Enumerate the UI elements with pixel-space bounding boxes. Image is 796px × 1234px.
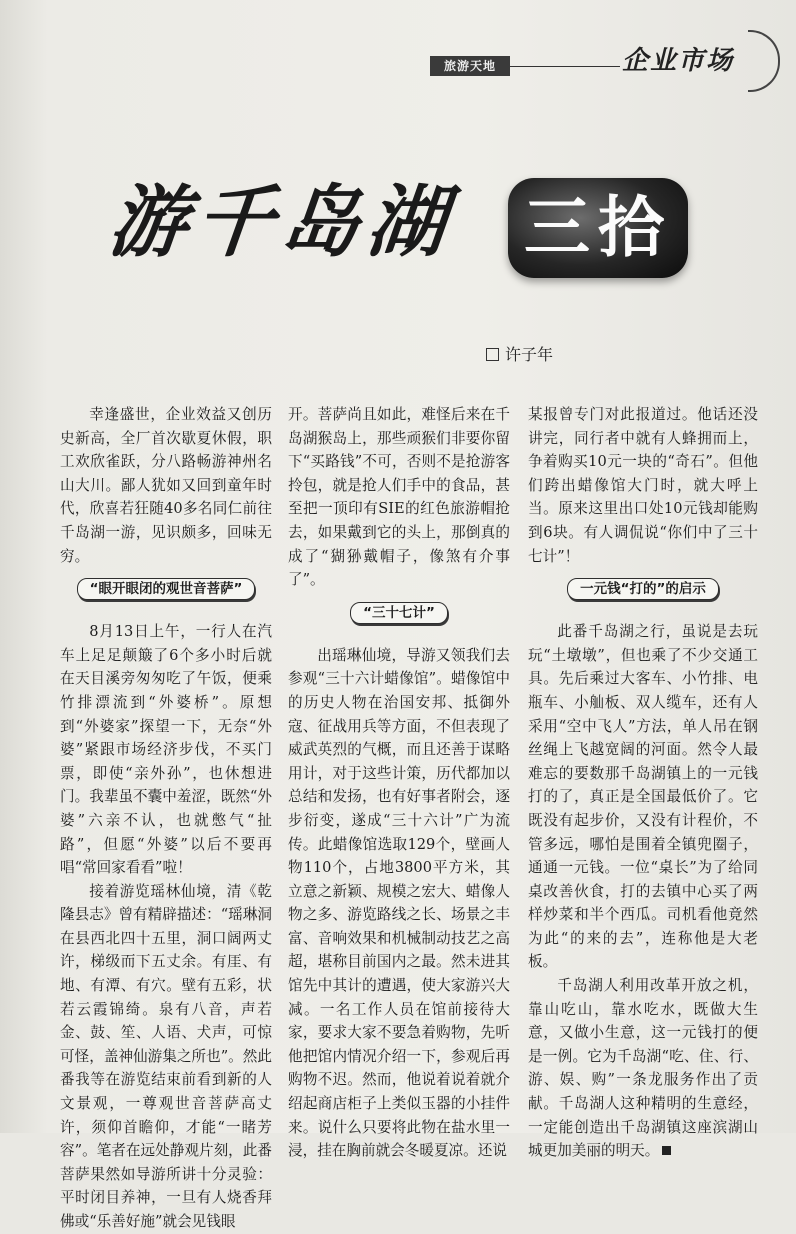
brand-arc [748,30,780,92]
subheading: “眼开眼闭的观世音菩萨” [77,578,256,600]
column-2 [288,403,510,1163]
end-mark-icon [662,1146,671,1155]
subheading: 一元钱“打的”的启示 [567,578,719,600]
paragraph-text: 千岛湖人利用改革开放之机，靠山吃山，靠水吃水，既做大生意，又做小生意，这一元钱打的便是一例。它为千岛湖“吃、住、行、游、娱、购”一条龙服务作出了贡献。千岛湖人这种精明的生意经，一定能创造出千岛湖镇这座滨湖山城更加美丽的明天。 [528,977,758,1160]
section-tag: 旅游天地 [430,56,510,76]
paragraph: 幸逢盛世，企业效益又创历史新高，全厂首次歇夏休假，职工欢欣雀跃，分八路畅游神州名山大川。鄙人犹如又回到童年时代，欣喜若狂随40多名同仁前往千岛湖一游，见识颇多，回味无穷。 [60,406,272,565]
paragraph: 出瑶琳仙境，导游又领我们去参观“三十六计蜡像馆”。蜡像馆中的历史人物在治国安邦、抵御外寇、征战用兵等方面，不但表现了威武英烈的气概，而且还善于谋略用计，对于这些计策，历代都加以总结和发扬，也有好事者附会，逐步衍变，遂成“三十六计”广为流传。此蜡像馆选取129个，壁画人物110个，占地3800平方米，其立意之新颖、规模之宏大、蜡像人物之多、游览路线之长、场景之丰富、音响效果和机械制动技艺之高超，堪称目前国内之最。然未进其馆先中其计的遭遇，使大家游兴大减。一名工作人员在馆前接待大家，要求大家不要急着购物，先听他把馆内情况介绍一下，参观后再购物不迟。然而，他说着说着就介绍起商店柜子上类似玉器的小挂件来。说什么只要将此物在盐水里一浸，挂在胸前就会冬暖夏凉。还说 [288,646,510,1160]
paragraph: 8月13日上午，一行人在汽车上足足颠簸了6个多小时后就在天目溪旁匆匆吃了午饭，便乘竹排漂流到“外婆桥”。原想到“外婆家”探望一下，无奈“外婆”紧跟市场经济步伐，不买门票，即使“亲外孙”，也休想进门。我辈虽不囊中羞涩，既然“外婆”六亲不认，也就憋气“扯路”，但愿“外婆”以后不要再唱“常回家看看”啦！ [60,623,272,877]
title-badge-text: 三拾 [524,189,672,266]
subheading: “三十七计” [350,602,448,624]
title-badge [508,178,688,278]
paragraph: 接着游览瑶林仙境，清《乾隆县志》曾有精辟描述：“瑶琳洞在县西北四十五里，洞口阔两丈许，梯级而下五丈余。有厓、有地、有潭、有穴。壁有五彩，状若云霞锦绮。泉有八音，声若金、鼓、笙、人语、犬声，可惊可怪，盖神仙游集之所也”。然此番我等在游览结束前看到新的人文景观，一尊观世音菩萨高丈许，须仰首瞻仰，才能“一睹芳容”。笔者在远处静观片刻，此番菩萨果然如导游所讲十分灵验：平时闭目养神，一旦有人烧香拜佛或“乐善好施”就会见钱眼 [60,882,272,1230]
paragraph: 此番千岛湖之行，虽说是去玩玩“土墩墩”，但也乘了不少交通工具。先后乘过大客车、小竹排、电瓶车、小舢板、双人缆车，还有人采用“空中飞人”方法，单人吊在钢丝绳上飞越宽阔的河面。然令人最难忘的要数那千岛湖镇上的一元钱打的了，真正是全国最低价了。它既没有起步价，又没有计程价，不管多远，哪怕是围着全镇兜圈子，通通一元钱。一位“桌长”为了给同桌改善伙食，打的去镇中心买了两样炒菜和半个西瓜。司机看他竟然为此“的来的去”，连称他是大老板。 [528,623,758,971]
column-1 [60,403,272,1234]
author-name: 许子年 [505,345,554,364]
paragraph: 开。菩萨尚且如此，难怪后来在千岛湖猴岛上，那些顽猴们非要你留下“买路钱”不可，否则不是抢游客拎包，就是抢人们手中的食品，甚至把一顶印有SIE的红色旅游帽抢去，如果戴到它的头上，那倒真的成了“猢狲戴帽子，像煞有介事了”。 [288,406,510,589]
author-byline [486,342,553,365]
column-3 [528,403,758,1163]
header-rule [510,66,620,67]
paragraph [528,974,758,1163]
square-icon [486,348,499,361]
article-title: 游千岛湖 [104,178,459,268]
brand-logo: 企业市场 [622,46,735,76]
paragraph: 某报曾专门对此报道过。他话还没讲完，同行者中就有人蜂拥而上，争着购买10元一块的“奇石”。但他们跨出蜡像馆大门时，就大呼上当。原来这里出口处10元钱却能购到6块。有人调侃说“你们中了三十七计”！ [528,406,758,565]
